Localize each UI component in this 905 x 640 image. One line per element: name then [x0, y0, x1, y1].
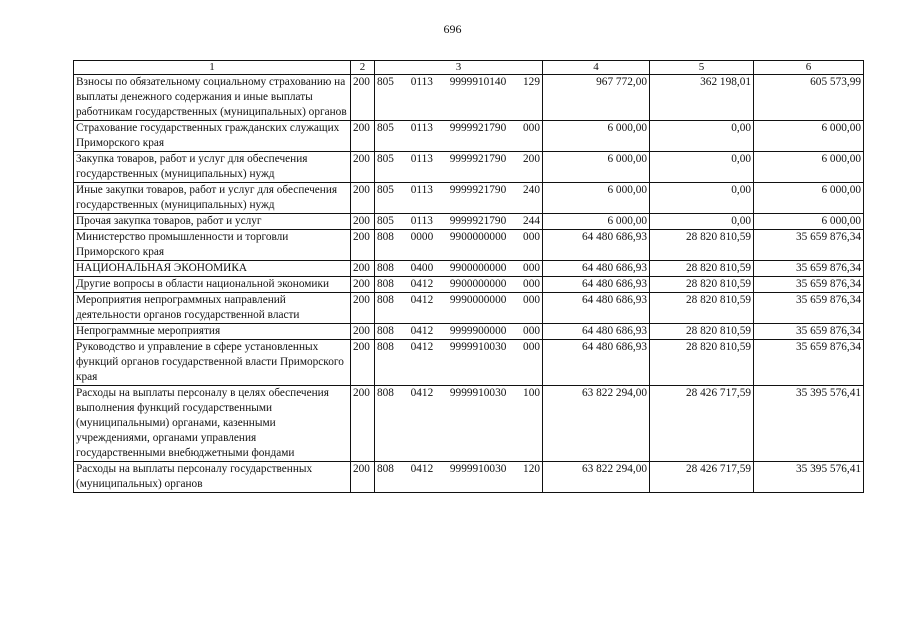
- row-admin-code: 200: [351, 293, 375, 324]
- row-value-col5: 0,00: [650, 214, 754, 230]
- row-name: Другие вопросы в области национальной экономики: [74, 277, 351, 293]
- row-admin-code: 200: [351, 324, 375, 340]
- row-value-col4: 6 000,00: [543, 214, 650, 230]
- table-row: [74, 152, 864, 183]
- row-section-code: 0412: [410, 325, 434, 337]
- row-budget-codes: [375, 462, 543, 493]
- row-value-col6: 35 659 876,34: [754, 277, 864, 293]
- table-body: [74, 75, 864, 493]
- row-name: Непрограммные мероприятия: [74, 324, 351, 340]
- row-value-col4: 64 480 686,93: [543, 293, 650, 324]
- row-value-col6: 35 659 876,34: [754, 230, 864, 261]
- row-expense-type-code: 000: [523, 262, 540, 274]
- table-row: [74, 324, 864, 340]
- row-budget-codes: [375, 324, 543, 340]
- row-value-col6: 35 659 876,34: [754, 261, 864, 277]
- row-value-col4: 64 480 686,93: [543, 340, 650, 386]
- row-expense-type-code: 200: [523, 153, 540, 165]
- row-name: Страхование государственных гражданских служащих Приморского края: [74, 121, 351, 152]
- row-target-code: 9999900000: [449, 325, 507, 337]
- col-header-2: 2: [351, 61, 375, 75]
- table-row: [74, 183, 864, 214]
- row-budget-codes: [375, 261, 543, 277]
- row-admin-code: 200: [351, 121, 375, 152]
- row-admin-code: 200: [351, 261, 375, 277]
- col-header-3: 3: [375, 61, 543, 75]
- row-section-code: 0400: [410, 262, 434, 274]
- col-header-4: 4: [543, 61, 650, 75]
- row-value-col6: 35 395 576,41: [754, 386, 864, 462]
- row-admin-code: 200: [351, 386, 375, 462]
- row-expense-type-code: 000: [523, 122, 540, 134]
- table-row: [74, 261, 864, 277]
- row-admin-code: 200: [351, 230, 375, 261]
- row-dept-code: 808: [377, 294, 394, 306]
- col-header-5: 5: [650, 61, 754, 75]
- row-name: Прочая закупка товаров, работ и услуг: [74, 214, 351, 230]
- row-target-code: 9900000000: [449, 278, 507, 290]
- row-target-code: 9999921790: [449, 184, 507, 196]
- row-value-col6: 35 659 876,34: [754, 293, 864, 324]
- row-name: Расходы на выплаты персоналу государственных (муниципальных) органов: [74, 462, 351, 493]
- row-dept-code: 805: [377, 153, 394, 165]
- row-dept-code: 808: [377, 278, 394, 290]
- row-section-code: 0113: [410, 153, 433, 165]
- row-value-col4: 967 772,00: [543, 75, 650, 121]
- row-section-code: 0412: [410, 387, 434, 399]
- row-target-code: 9900000000: [449, 262, 507, 274]
- row-target-code: 9999910030: [449, 341, 507, 353]
- row-section-code: 0113: [410, 184, 433, 196]
- row-expense-type-code: 000: [523, 341, 540, 353]
- row-expense-type-code: 000: [523, 231, 540, 243]
- col-header-1: 1: [74, 61, 351, 75]
- col-header-6: 6: [754, 61, 864, 75]
- row-value-col5: 28 820 810,59: [650, 230, 754, 261]
- row-budget-codes: [375, 183, 543, 214]
- row-admin-code: 200: [351, 340, 375, 386]
- row-value-col5: 28 820 810,59: [650, 293, 754, 324]
- row-value-col5: 0,00: [650, 152, 754, 183]
- row-name: НАЦИОНАЛЬНАЯ ЭКОНОМИКА: [74, 261, 351, 277]
- table-row: [74, 277, 864, 293]
- row-value-col5: 28 820 810,59: [650, 324, 754, 340]
- row-value-col4: 63 822 294,00: [543, 386, 650, 462]
- row-expense-type-code: 240: [523, 184, 540, 196]
- table-row: [74, 230, 864, 261]
- row-dept-code: 805: [377, 76, 394, 88]
- row-section-code: 0000: [410, 231, 434, 243]
- row-target-code: 9900000000: [449, 231, 507, 243]
- row-value-col4: 64 480 686,93: [543, 277, 650, 293]
- row-target-code: 9990000000: [449, 294, 507, 306]
- row-section-code: 0113: [410, 122, 433, 134]
- table-row: [74, 462, 864, 493]
- row-name: Министерство промышленности и торговли Приморского края: [74, 230, 351, 261]
- row-section-code: 0412: [410, 341, 434, 353]
- row-dept-code: 805: [377, 184, 394, 196]
- table-row: [74, 340, 864, 386]
- table-row: [74, 386, 864, 462]
- row-target-code: 9999921790: [449, 122, 507, 134]
- row-value-col5: 28 426 717,59: [650, 386, 754, 462]
- row-admin-code: 200: [351, 277, 375, 293]
- row-budget-codes: [375, 230, 543, 261]
- row-budget-codes: [375, 386, 543, 462]
- row-value-col5: 28 426 717,59: [650, 462, 754, 493]
- row-admin-code: 200: [351, 214, 375, 230]
- row-value-col4: 63 822 294,00: [543, 462, 650, 493]
- row-name: Взносы по обязательному социальному страхованию на выплаты денежного содержания и иные выплаты работникам государственных (муниципальных) органов: [74, 75, 351, 121]
- row-section-code: 0412: [410, 294, 434, 306]
- row-value-col4: 64 480 686,93: [543, 324, 650, 340]
- row-name: Закупка товаров, работ и услуг для обеспечения государственных (муниципальных) нужд: [74, 152, 351, 183]
- header-row: [74, 61, 864, 75]
- row-dept-code: 808: [377, 262, 394, 274]
- row-target-code: 9999921790: [449, 153, 507, 165]
- row-expense-type-code: 000: [523, 278, 540, 290]
- row-value-col6: 6 000,00: [754, 183, 864, 214]
- row-dept-code: 808: [377, 387, 394, 399]
- row-budget-codes: [375, 293, 543, 324]
- row-name: Иные закупки товаров, работ и услуг для обеспечения государственных (муниципальных) нужд: [74, 183, 351, 214]
- row-admin-code: 200: [351, 75, 375, 121]
- row-expense-type-code: 000: [523, 325, 540, 337]
- row-section-code: 0412: [410, 463, 434, 475]
- row-expense-type-code: 129: [523, 76, 540, 88]
- row-budget-codes: [375, 340, 543, 386]
- row-dept-code: 808: [377, 231, 394, 243]
- row-name: Руководство и управление в сфере установленных функций органов государственной власти Приморского края: [74, 340, 351, 386]
- row-expense-type-code: 244: [523, 215, 540, 227]
- row-admin-code: 200: [351, 152, 375, 183]
- table-row: [74, 75, 864, 121]
- row-value-col5: 28 820 810,59: [650, 261, 754, 277]
- row-value-col5: 362 198,01: [650, 75, 754, 121]
- row-value-col4: 64 480 686,93: [543, 230, 650, 261]
- row-value-col6: 6 000,00: [754, 152, 864, 183]
- row-value-col4: 6 000,00: [543, 152, 650, 183]
- row-dept-code: 805: [377, 215, 394, 227]
- row-section-code: 0113: [410, 76, 433, 88]
- row-value-col5: 0,00: [650, 121, 754, 152]
- row-dept-code: 808: [377, 463, 394, 475]
- row-value-col6: 35 659 876,34: [754, 324, 864, 340]
- row-value-col6: 35 395 576,41: [754, 462, 864, 493]
- page-number: 696: [443, 22, 462, 36]
- row-admin-code: 200: [351, 462, 375, 493]
- table-row: [74, 293, 864, 324]
- row-expense-type-code: 120: [523, 463, 540, 475]
- row-value-col6: 35 659 876,34: [754, 340, 864, 386]
- row-value-col6: 6 000,00: [754, 121, 864, 152]
- row-budget-codes: [375, 214, 543, 230]
- row-target-code: 9999910030: [449, 387, 507, 399]
- row-value-col6: 605 573,99: [754, 75, 864, 121]
- row-target-code: 9999910140: [449, 76, 507, 88]
- row-target-code: 9999910030: [449, 463, 507, 475]
- row-section-code: 0113: [410, 215, 433, 227]
- row-value-col4: 6 000,00: [543, 183, 650, 214]
- row-admin-code: 200: [351, 183, 375, 214]
- row-budget-codes: [375, 75, 543, 121]
- row-budget-codes: [375, 152, 543, 183]
- row-target-code: 9999921790: [449, 215, 507, 227]
- row-budget-codes: [375, 121, 543, 152]
- row-name: Расходы на выплаты персоналу в целях обеспечения выполнения функций государственными (муниципальными) органами, казенными учреждениями, органами управления государственными внебюджетными фондами: [74, 386, 351, 462]
- row-value-col6: 6 000,00: [754, 214, 864, 230]
- row-budget-codes: [375, 277, 543, 293]
- table-row: [74, 121, 864, 152]
- row-value-col4: 64 480 686,93: [543, 261, 650, 277]
- row-dept-code: 808: [377, 325, 394, 337]
- row-value-col4: 6 000,00: [543, 121, 650, 152]
- row-value-col5: 28 820 810,59: [650, 277, 754, 293]
- row-section-code: 0412: [410, 278, 434, 290]
- row-value-col5: 0,00: [650, 183, 754, 214]
- row-dept-code: 805: [377, 122, 394, 134]
- row-expense-type-code: 000: [523, 294, 540, 306]
- budget-table: [73, 60, 864, 493]
- table-row: [74, 214, 864, 230]
- row-value-col5: 28 820 810,59: [650, 340, 754, 386]
- row-name: Мероприятия непрограммных направлений деятельности органов государственной власти: [74, 293, 351, 324]
- row-expense-type-code: 100: [523, 387, 540, 399]
- row-dept-code: 808: [377, 341, 394, 353]
